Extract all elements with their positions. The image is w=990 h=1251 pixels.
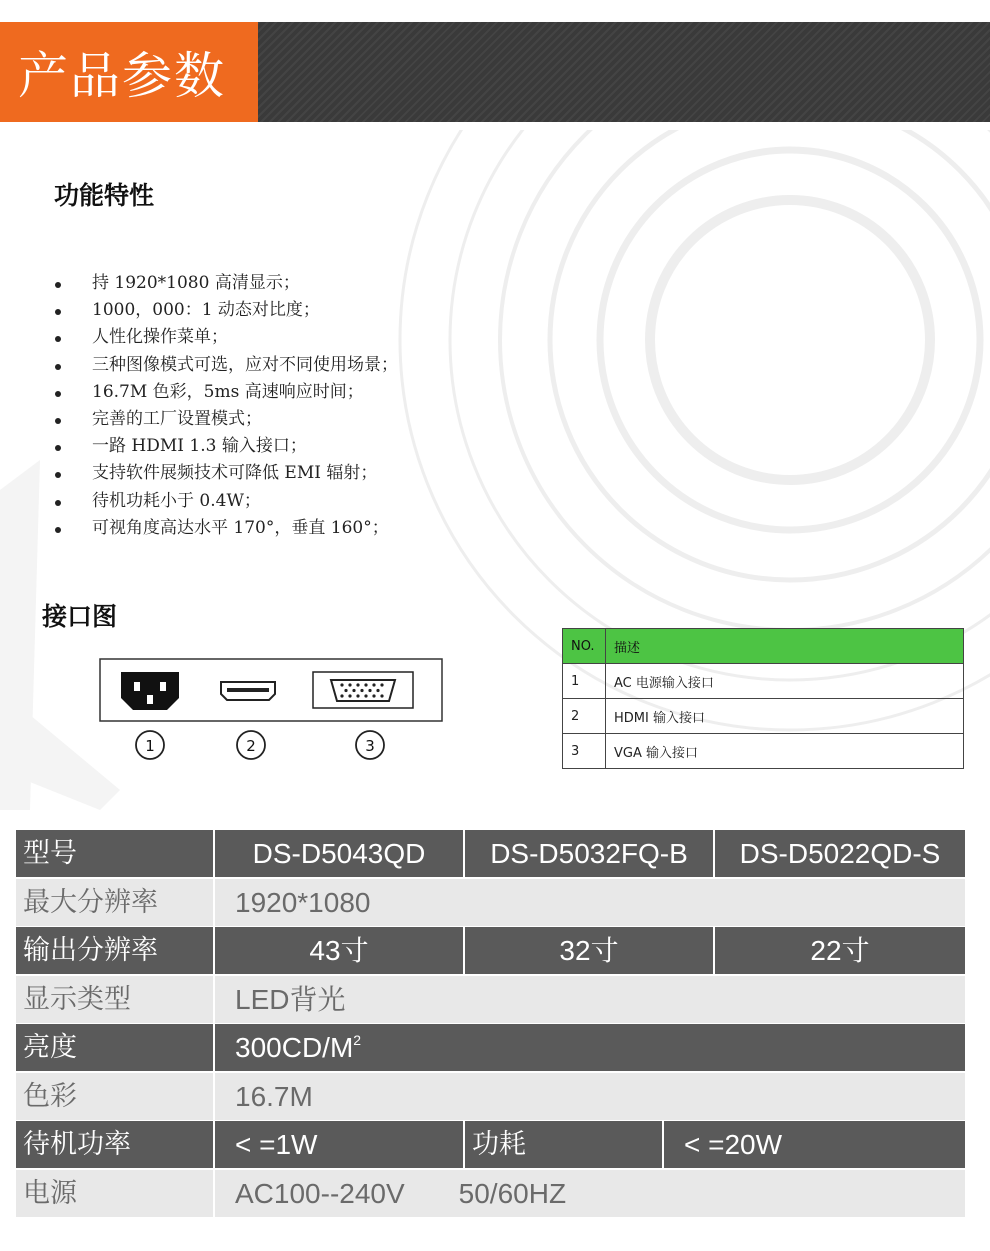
spec-value: 32寸: [465, 927, 713, 974]
spec-row-power-supply: [16, 1170, 965, 1217]
bullet-icon: [55, 500, 61, 506]
port-number-label: 1: [145, 737, 155, 755]
spec-row-model: [16, 830, 965, 877]
spec-value: 16.7M: [215, 1073, 965, 1120]
column-header: 描述: [606, 629, 964, 664]
spec-row-brightness: [16, 1024, 965, 1071]
spec-label: 亮度: [16, 1024, 213, 1071]
list-item: 持 1920*1080 高清显示；: [54, 270, 398, 297]
spec-label: 型号: [16, 830, 213, 877]
bullet-icon: [55, 527, 61, 533]
spec-value: AC100--240V 50/60HZ: [215, 1170, 965, 1217]
column-header: NO.: [563, 629, 606, 664]
spec-label: 色彩: [16, 1073, 213, 1120]
table-header-row: [563, 629, 964, 664]
spec-value: 43寸: [215, 927, 463, 974]
spec-row-display-type: [16, 976, 965, 1023]
spec-value: $300CD/M^2$: [215, 1024, 965, 1071]
list-item: 完善的工厂设置模式；: [54, 406, 398, 433]
list-item: 待机功耗小于 0.4W；: [54, 488, 398, 515]
page-title: 产品参数: [18, 47, 226, 105]
vga-port-icon: [313, 672, 413, 708]
port-description-table: [562, 628, 964, 769]
ports-title: 接口图: [42, 602, 118, 631]
table-cell: 1: [563, 664, 606, 699]
bullet-icon: [55, 364, 61, 370]
spec-value: DS-D5043QD: [215, 830, 463, 877]
spec-value: DS-D5022QD-S: [715, 830, 965, 877]
list-item: 可视角度高达水平 170°，垂直 160°；: [54, 515, 398, 542]
spec-label: 电源: [16, 1170, 213, 1217]
spec-value: DS-D5032FQ-B: [465, 830, 713, 877]
banner-background: [258, 22, 990, 122]
port-number-label: 3: [365, 737, 375, 755]
table-row: [563, 664, 964, 699]
spec-label: 待机功率: [16, 1121, 213, 1168]
list-item: 人性化操作菜单；: [54, 324, 398, 351]
spec-label: 功耗: [465, 1121, 662, 1168]
bullet-icon: [55, 309, 61, 315]
spec-row-color: [16, 1073, 965, 1120]
spec-value: LED背光: [215, 976, 965, 1023]
table-row: [563, 734, 964, 769]
bullet-icon: [55, 336, 61, 342]
table-cell: HDMI 输入接口: [606, 699, 964, 734]
hdmi-port-icon: [221, 682, 275, 700]
spec-value: < =1W: [215, 1121, 463, 1168]
spec-value: 22寸: [715, 927, 965, 974]
spec-label: 显示类型: [16, 976, 213, 1023]
spec-row-max-resolution: [16, 879, 965, 926]
list-item: 一路 HDMI 1.3 输入接口；: [54, 433, 398, 460]
spec-label: 输出分辨率: [16, 927, 213, 974]
features-title: 功能特性: [54, 181, 155, 210]
list-item: 1000，000：1 动态对比度；: [54, 297, 398, 324]
spec-value: < =20W: [664, 1121, 965, 1168]
list-item: 16.7M 色彩，5ms 高速响应时间；: [54, 379, 398, 406]
feature-list: [54, 270, 398, 542]
spec-value: 1920*1080: [215, 879, 965, 926]
table-cell: 2: [563, 699, 606, 734]
spec-row-standby-power: [16, 1121, 965, 1168]
bullet-icon: [55, 282, 61, 288]
header-banner: [0, 22, 990, 122]
port-number-label: 2: [246, 737, 256, 755]
spec-row-output-resolution: [16, 927, 965, 974]
bullet-icon: [55, 418, 61, 424]
ac-power-port-icon: [121, 672, 179, 710]
spec-label: 最大分辨率: [16, 879, 213, 926]
table-row: [563, 699, 964, 734]
list-item: 支持软件展频技术可降低 EMI 辐射；: [54, 460, 398, 487]
bullet-icon: [55, 445, 61, 451]
superscript: 2: [353, 1032, 362, 1048]
bullet-icon: [55, 472, 61, 478]
bullet-icon: [55, 391, 61, 397]
table-cell: 3: [563, 734, 606, 769]
list-item: 三种图像模式可选，应对不同使用场景；: [54, 352, 398, 379]
table-cell: AC 电源输入接口: [606, 664, 964, 699]
port-panel-diagram: [99, 658, 443, 755]
table-cell: VGA 输入接口: [606, 734, 964, 769]
